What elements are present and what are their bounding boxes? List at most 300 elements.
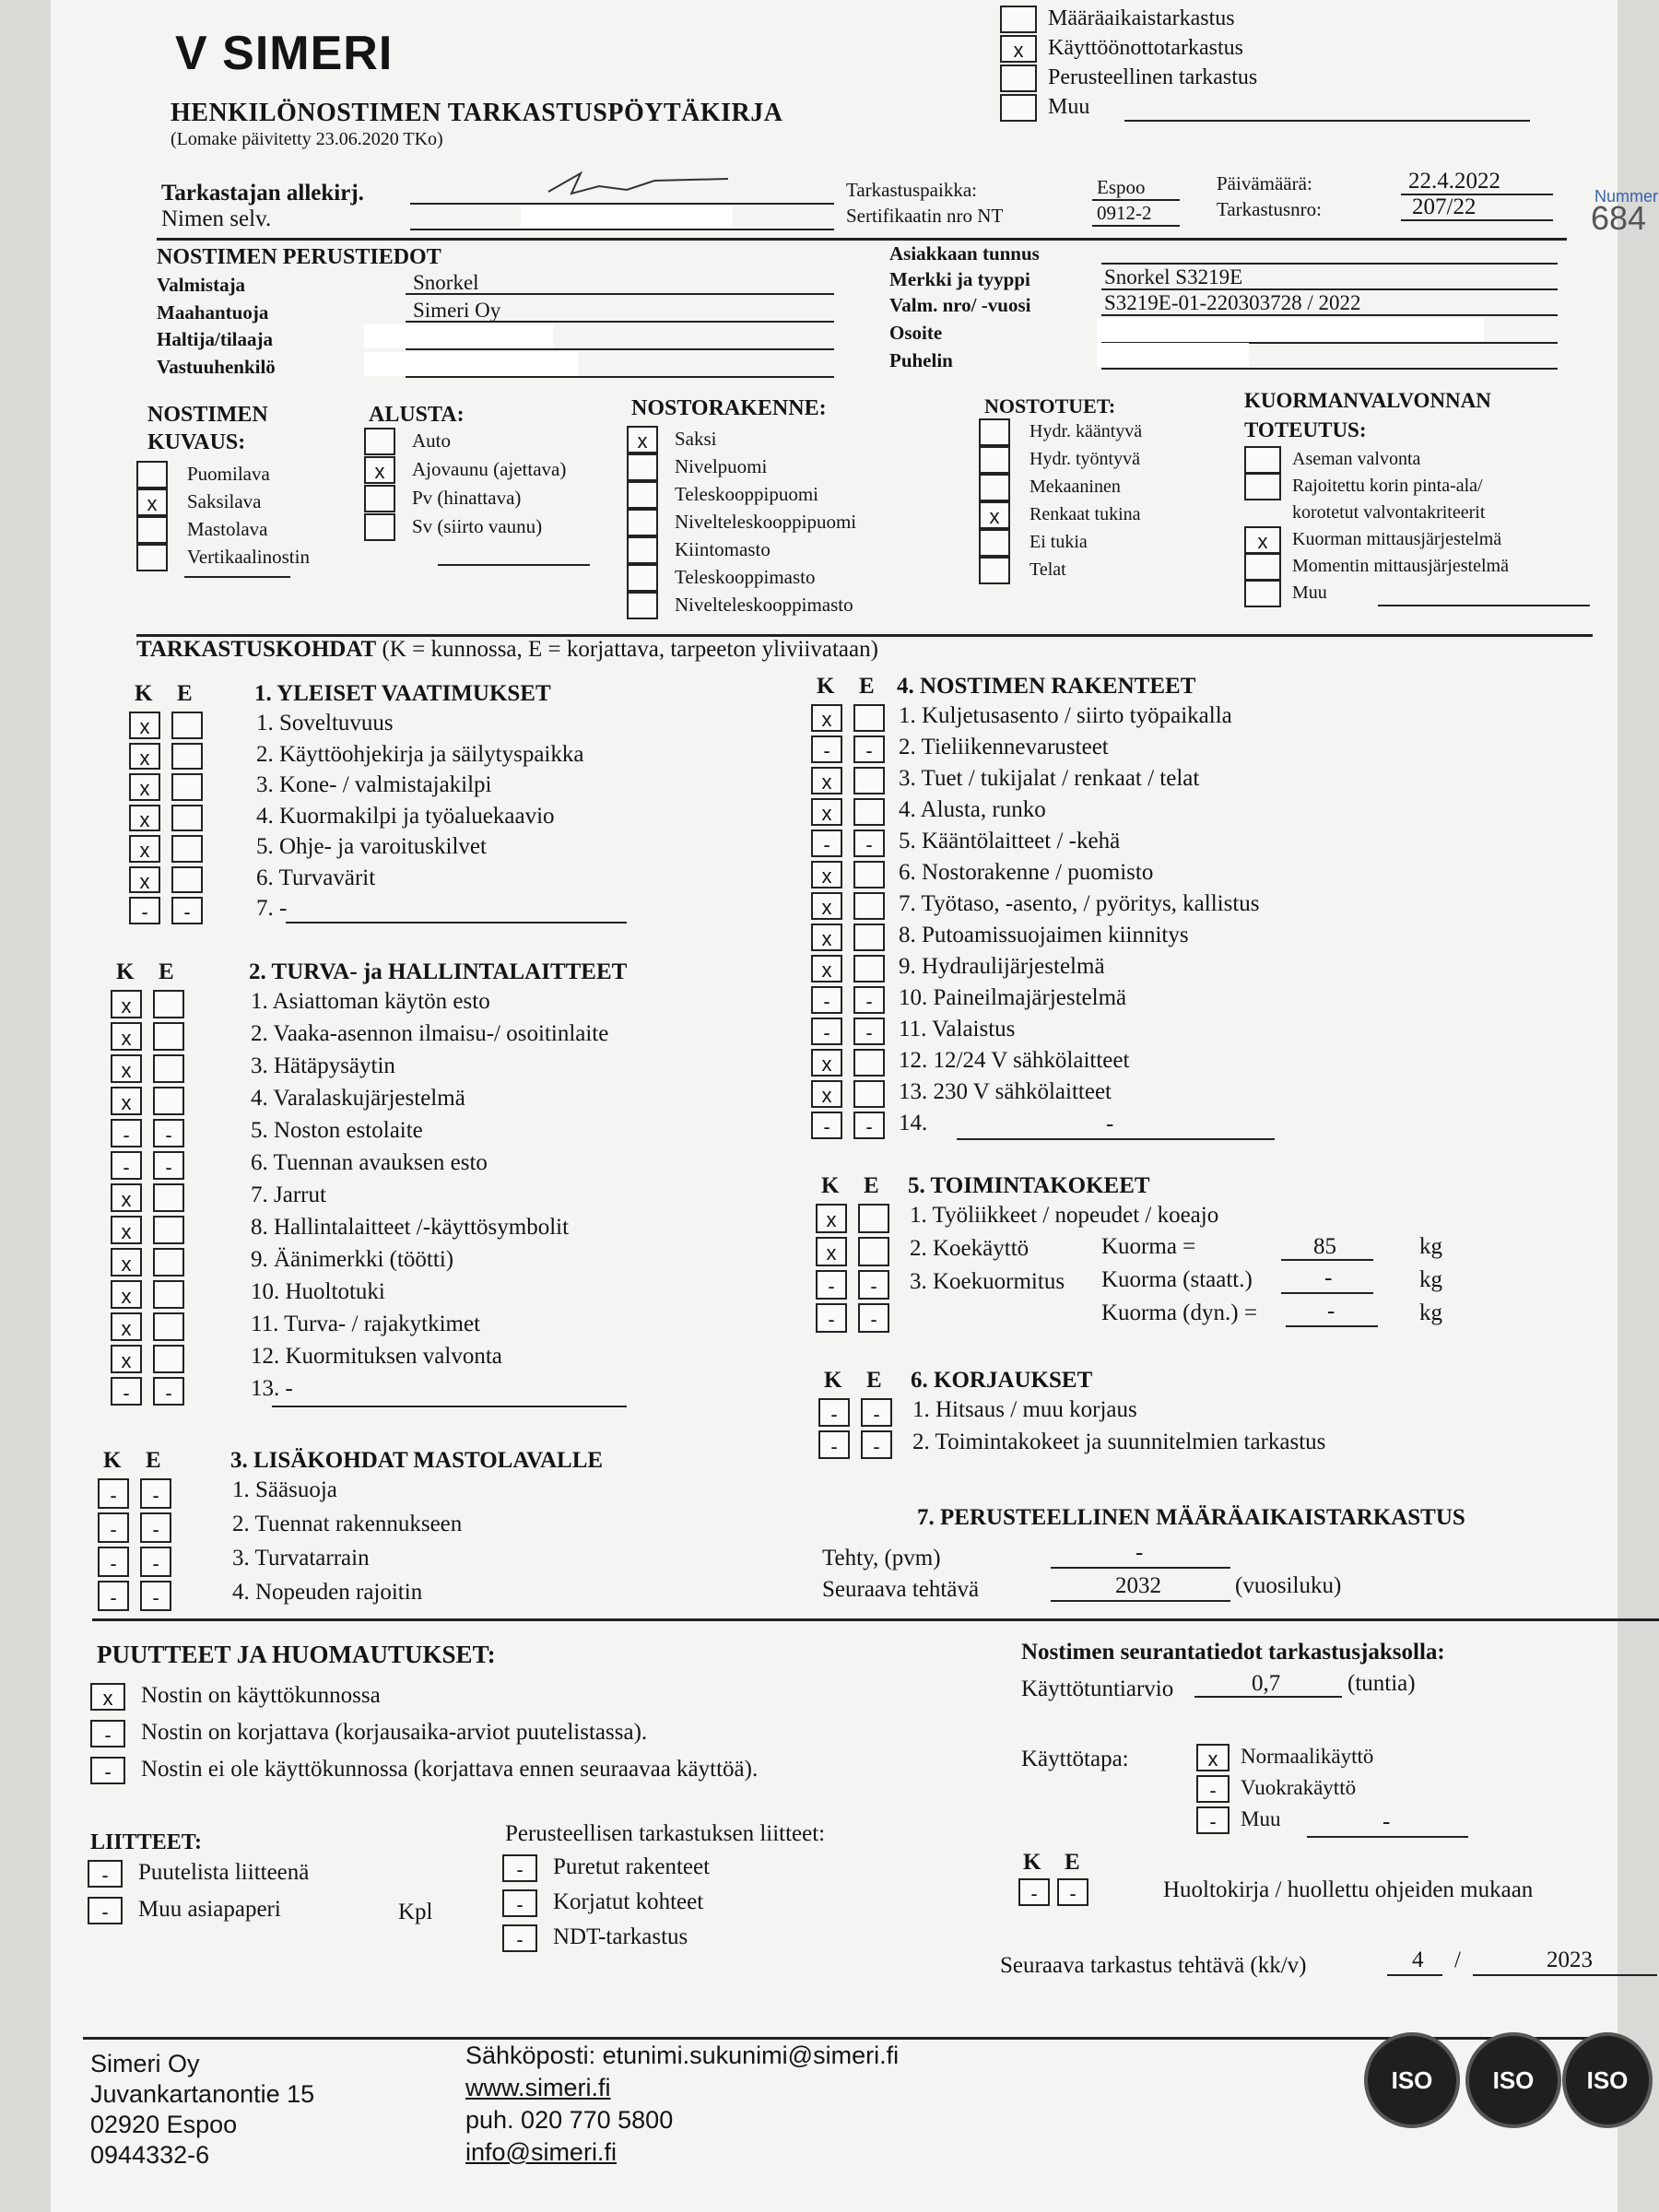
sec4-item14-value: - (1106, 1112, 1114, 1136)
sec2-k-checkbox[interactable]: - (111, 1151, 142, 1180)
structure-list-label: Saksi (675, 428, 717, 450)
responsible-line (406, 376, 834, 378)
sec4-item-label: 4. Alusta, runko (899, 797, 1046, 822)
sec2-item-label: 6. Tuennan avauksen esto (251, 1150, 488, 1175)
customer-label: Asiakkaan tunnus (889, 242, 1040, 265)
sec5-k-checkbox[interactable]: - (816, 1303, 847, 1333)
sec6-e-checkbox[interactable]: - (861, 1430, 892, 1459)
service-k-head: K (1023, 1850, 1041, 1875)
sec2-item-label: 9. Äänimerkki (töötti) (251, 1247, 454, 1272)
structure-list-checkbox[interactable] (627, 481, 658, 509)
sec3-item-label: 2. Tuennat rakennukseen (232, 1512, 463, 1536)
sec4-k-checkbox[interactable]: x (811, 1049, 842, 1077)
importer-value: Simeri Oy (413, 299, 501, 322)
attach-list-label: Muu asiapaperi (138, 1897, 281, 1922)
usage-list-checkbox[interactable]: x (1196, 1744, 1230, 1771)
sec4-item-label: 1. Kuljetusasento / siirto työpaikalla (899, 703, 1232, 728)
thorough-list-checkbox[interactable]: - (502, 1854, 537, 1882)
sec4-item-label: 5. Kääntölaitteet / -kehä (899, 829, 1121, 853)
desc-list-checkbox[interactable] (136, 544, 168, 571)
sec2-e-checkbox[interactable] (153, 1054, 184, 1083)
sec4-k-checkbox[interactable]: - (811, 986, 842, 1014)
structure-list-checkbox[interactable] (627, 564, 658, 592)
supports-list-label: Hydr. kääntyvä (1030, 421, 1143, 441)
sec1-k-checkbox[interactable]: x (129, 773, 160, 801)
supports-list-checkbox[interactable] (979, 474, 1010, 501)
sec2-item-label: 12. Kuormituksen valvonta (251, 1344, 502, 1369)
load-other-line (1378, 605, 1590, 606)
insp-types-checkbox[interactable] (1000, 94, 1037, 122)
desc-list-label: Mastolava (187, 518, 268, 540)
sec1-item-label: 5. Ohje- ja varoituskilvet (256, 834, 487, 859)
desc-list-checkbox[interactable] (136, 516, 168, 544)
supports-list-label: Renkaat tukina (1030, 504, 1141, 524)
dyn-label: Kuorma (dyn.) = (1101, 1300, 1257, 1325)
sec4-item-label: 6. Nostorakenne / puomisto (899, 860, 1154, 885)
form-title: HENKILÖNOSTIMEN TARKASTUSPÖYTÄKIRJA (171, 99, 783, 127)
sec5-item-label: 1. Työliikkeet / nopeudet / koeajo (910, 1203, 1219, 1228)
sec2-k-checkbox[interactable]: - (111, 1377, 142, 1406)
sec4-k-checkbox[interactable]: x (811, 767, 842, 794)
static-unit: kg (1419, 1267, 1442, 1292)
sec4-e-checkbox[interactable] (853, 924, 885, 951)
sec2-k-checkbox[interactable]: x (111, 1280, 142, 1309)
remarks-list-label: Nostin on käyttökunnossa (141, 1683, 381, 1708)
sec4-k-checkbox[interactable]: x (811, 924, 842, 951)
redacted-phone (1097, 343, 1249, 367)
chassis-extra-line (438, 564, 590, 566)
sec6-title: 6. KORJAUKSET (911, 1368, 1093, 1393)
structure-list-label: Teleskooppipuomi (675, 483, 819, 505)
sec2-k-checkbox[interactable]: x (111, 1248, 142, 1277)
sec3-e-checkbox[interactable]: - (140, 1581, 171, 1611)
sec3-k-header: K (103, 1448, 122, 1473)
side-number-value: 684 (1591, 199, 1647, 237)
sec2-e-checkbox[interactable]: - (153, 1377, 184, 1406)
supports-list-checkbox[interactable] (979, 529, 1010, 557)
number-label: Tarkastusnro: (1217, 198, 1323, 220)
brand-value: Snorkel S3219E (1104, 265, 1243, 288)
attach-list-checkbox[interactable]: - (88, 1860, 123, 1888)
sec2-k-header: K (116, 959, 135, 984)
insp-types-checkbox[interactable] (1000, 6, 1037, 33)
insp-types-checkbox[interactable] (1000, 65, 1037, 92)
sec2-item-label: 2. Vaaka-asennon ilmaisu-/ osoitinlaite (251, 1021, 609, 1046)
sec6-e-header: E (866, 1368, 882, 1393)
other-inspection-line (1124, 120, 1530, 122)
sec5-e-checkbox[interactable] (858, 1237, 889, 1266)
sec2-item-label: 4. Varalaskujärjestelmä (251, 1086, 465, 1111)
sec4-k-checkbox[interactable]: - (811, 1112, 842, 1139)
load-list-checkbox[interactable] (1244, 553, 1281, 581)
signature-label: Tarkastajan allekirj. (161, 181, 364, 206)
sec2-k-checkbox[interactable]: x (111, 1312, 142, 1341)
sec3-k-checkbox[interactable]: - (98, 1581, 129, 1611)
sec2-k-checkbox[interactable]: x (111, 1022, 142, 1051)
structure-list-checkbox[interactable] (627, 509, 658, 536)
insp-types-label: Muu (1048, 95, 1090, 119)
sec2-e-checkbox[interactable] (153, 1087, 184, 1115)
sec4-k-checkbox[interactable]: - (811, 1018, 842, 1045)
number-line (1401, 219, 1553, 221)
phone-label: Puhelin (889, 349, 953, 371)
sec1-e-checkbox[interactable]: - (171, 897, 203, 924)
supports-heading: NOSTOTUET: (984, 394, 1116, 418)
sec3-e-checkbox[interactable]: - (140, 1512, 171, 1543)
sec4-item-label: 13. 230 V sähkölaitteet (899, 1079, 1112, 1104)
sec6-k-header: K (824, 1368, 842, 1393)
sec7-next-unit: (vuosiluku) (1235, 1573, 1342, 1598)
footer-street: Juvankartanontie 15 (90, 2080, 315, 2108)
redacted-responsible (364, 352, 578, 376)
sec1-k-checkbox[interactable]: x (129, 835, 160, 863)
remarks-list-checkbox[interactable]: - (90, 1720, 125, 1747)
load-monitoring-heading-2: TOTEUTUS: (1244, 418, 1367, 441)
number-value: 207/22 (1412, 194, 1477, 219)
attach-list-label: Puutelista liitteenä (138, 1860, 310, 1885)
structure-list-checkbox[interactable]: x (627, 426, 658, 453)
sec4-e-checkbox[interactable] (853, 892, 885, 920)
chassis-list-checkbox[interactable] (364, 485, 395, 512)
sec5-item-label: 2. Koekäyttö (910, 1236, 1030, 1261)
sec2-e-checkbox[interactable] (153, 1216, 184, 1244)
sec2-k-checkbox[interactable]: x (111, 1087, 142, 1115)
sec1-item-label: 7. - (256, 896, 288, 921)
load-list-checkbox[interactable] (1244, 580, 1281, 607)
structure-heading: NOSTORAKENNE: (631, 396, 827, 420)
footer-info-link[interactable]: info@simeri.fi (465, 2138, 617, 2166)
sec5-k-checkbox[interactable]: - (816, 1270, 847, 1300)
sec4-e-checkbox[interactable]: - (853, 830, 885, 857)
sec3-item-label: 1. Sääsuoja (232, 1477, 337, 1502)
supports-list-checkbox[interactable] (979, 557, 1010, 584)
sec3-title: 3. LISÄKOHDAT MASTOLAVALLE (230, 1448, 604, 1473)
date-value: 22.4.2022 (1408, 169, 1500, 194)
sec3-e-checkbox[interactable]: - (140, 1547, 171, 1577)
cert-line (1092, 225, 1180, 227)
chassis-list-label: Sv (siirto vaunu) (412, 515, 543, 537)
sec2-e-checkbox[interactable] (153, 1312, 184, 1341)
sec4-e-checkbox[interactable] (853, 1080, 885, 1108)
structure-list-checkbox[interactable] (627, 592, 658, 619)
usage-other-value: - (1382, 1809, 1391, 1834)
sec2-e-checkbox[interactable]: - (153, 1151, 184, 1180)
sec6-k-checkbox[interactable]: - (818, 1398, 850, 1427)
usage-list-label: Vuokrakäyttö (1241, 1776, 1357, 1799)
sec5-title: 5. TOIMINTAKOKEET (908, 1173, 1150, 1198)
usage-label: Käyttötapa: (1021, 1747, 1129, 1771)
sec2-k-checkbox[interactable]: x (111, 1183, 142, 1212)
sec1-e-checkbox[interactable] (171, 805, 203, 832)
sec4-e-checkbox[interactable] (853, 704, 885, 732)
thorough-attachments-heading: Perusteellisen tarkastuksen liitteet: (505, 1821, 826, 1846)
sec1-item-label: 4. Kuormakilpi ja työaluekaavio (256, 803, 555, 829)
sec1-k-checkbox[interactable]: x (129, 866, 160, 894)
redacted-name (521, 205, 733, 229)
next-month-line (1387, 1974, 1442, 1976)
sec4-k-checkbox[interactable]: - (811, 830, 842, 857)
sec4-k-checkbox[interactable]: x (811, 861, 842, 888)
kpl-label: Kpl (398, 1900, 433, 1924)
static-value: - (1324, 1265, 1333, 1290)
maker-label: Valmistaja (157, 274, 246, 296)
remarks-list-label: Nostin on korjattava (korjausaika-arviot puutelistassa). (141, 1720, 648, 1745)
divider-top (157, 238, 1567, 241)
description-heading-2: KUVAUS: (147, 430, 246, 454)
sec4-item-label: 3. Tuet / tukijalat / renkaat / telat (899, 766, 1200, 791)
sec5-k-header: K (821, 1173, 840, 1198)
sec1-title: 1. YLEISET VAATIMUKSET (254, 681, 551, 706)
iso-badge-2: ISO (1465, 2032, 1561, 2128)
thorough-list-label: Korjatut kohteet (553, 1889, 704, 1914)
sec2-item-label: 13. - (251, 1376, 293, 1401)
sec3-k-checkbox[interactable]: - (98, 1512, 129, 1543)
sec4-k-checkbox[interactable]: x (811, 892, 842, 920)
supports-list-label: Hydr. työntyvä (1030, 449, 1140, 469)
sec4-e-checkbox[interactable]: - (853, 735, 885, 763)
basic-info-heading: NOSTIMEN PERUSTIEDOT (157, 245, 441, 269)
sec4-item-label: 8. Putoamissuojaimen kiinnitys (899, 923, 1189, 947)
sec4-k-checkbox[interactable]: x (811, 955, 842, 982)
desc-list-checkbox[interactable] (136, 461, 168, 488)
desc-list-label: Saksilava (187, 490, 262, 512)
insp-types-checkbox[interactable]: x (1000, 35, 1037, 63)
remarks-heading: PUUTTEET JA HUOMAUTUKSET: (97, 1641, 496, 1668)
sec4-item-label: 14. (899, 1111, 928, 1135)
next-inspection-sep: / (1454, 1947, 1461, 1972)
sec7-done-line (1051, 1567, 1230, 1569)
sec2-title: 2. TURVA- ja HALLINTALAITTEET (249, 959, 628, 984)
structure-list-label: Teleskooppimasto (675, 566, 816, 588)
checklist-heading: TARKASTUSKOHDAT (136, 637, 377, 662)
sec3-item-label: 4. Nopeuden rajoitin (232, 1580, 423, 1605)
sec4-e-checkbox[interactable]: - (853, 1112, 885, 1139)
name-label: Nimen selv. (161, 206, 272, 231)
sec4-k-checkbox[interactable]: x (811, 798, 842, 826)
sec2-item-label: 5. Noston estolaite (251, 1118, 423, 1143)
chassis-list-checkbox[interactable] (364, 513, 395, 541)
sec4-k-checkbox[interactable]: x (811, 704, 842, 732)
insp-types-label: Perusteellinen tarkastus (1048, 65, 1258, 89)
checklist-title (136, 636, 878, 664)
structure-list-label: Kiintomasto (675, 538, 771, 560)
sec4-e-checkbox[interactable] (853, 861, 885, 888)
dyn-line (1286, 1325, 1378, 1327)
service-k-box[interactable]: - (1018, 1878, 1050, 1906)
sec1-e-checkbox[interactable] (171, 835, 203, 863)
load-list-checkbox[interactable] (1244, 473, 1281, 500)
sec4-e-checkbox[interactable] (853, 798, 885, 826)
redacted-owner (364, 324, 553, 348)
load-monitoring-heading: KUORMANVALVONNAN (1244, 389, 1491, 412)
sec7-next-line (1051, 1600, 1230, 1602)
sec4-e-checkbox[interactable] (853, 955, 885, 982)
attach-list-checkbox[interactable]: - (88, 1897, 123, 1924)
sec2-item-label: 10. Huoltotuki (251, 1279, 385, 1304)
sec4-item-label: 12. 12/24 V sähkölaitteet (899, 1048, 1130, 1073)
sec2-item-label: 11. Turva- / rajakytkimet (251, 1312, 481, 1336)
load-list-checkbox[interactable]: x (1244, 526, 1281, 554)
sec1-item-label: 2. Käyttöohjekirja ja säilytyspaikka (256, 741, 584, 767)
sec4-k-checkbox[interactable]: - (811, 735, 842, 763)
sec5-item-label: 3. Koekuormitus (910, 1269, 1065, 1294)
service-e-head: E (1065, 1850, 1080, 1875)
sec6-item-label: 1. Hitsaus / muu korjaus (912, 1397, 1137, 1422)
structure-list-checkbox[interactable] (627, 453, 658, 481)
hours-value: 0,7 (1252, 1671, 1281, 1696)
sec3-k-checkbox[interactable]: - (98, 1478, 129, 1509)
sec2-item-label: 8. Hallintalaitteet /-käyttösymbolit (251, 1215, 570, 1240)
sec4-e-checkbox[interactable] (853, 1049, 885, 1077)
checklist-legend: (K = kunnossa, E = korjattava, tarpeeton yliviivataan) (382, 637, 878, 662)
sec1-k-checkbox[interactable]: x (129, 743, 160, 771)
footer-city: 02920 Espoo (90, 2111, 238, 2138)
sec3-k-checkbox[interactable]: - (98, 1547, 129, 1577)
iso-badge-3: ISO (1562, 2032, 1653, 2128)
sec6-item-label: 2. Toimintakokeet ja suunnitelmien tarkastus (912, 1430, 1326, 1454)
sec1-item-label: 6. Turvavärit (256, 865, 376, 890)
chassis-list-label: Auto (412, 429, 451, 452)
hours-line (1194, 1696, 1342, 1698)
sec1-k-header: K (135, 681, 153, 706)
side-number-label: Nummer (1594, 187, 1659, 206)
static-line (1281, 1292, 1373, 1294)
maker-value: Snorkel (413, 271, 479, 294)
remarks-list-checkbox[interactable]: x (90, 1683, 125, 1711)
usage-other-line (1307, 1836, 1468, 1838)
sec3-e-checkbox[interactable]: - (140, 1478, 171, 1509)
description-extra-line (184, 576, 290, 578)
sec4-item-label: 2. Tieliikennevarusteet (899, 735, 1109, 759)
sec6-k-checkbox[interactable]: - (818, 1430, 850, 1459)
description-heading: NOSTIMEN (147, 403, 268, 427)
dyn-unit: kg (1419, 1300, 1442, 1325)
sec4-item-label: 11. Valaistus (899, 1017, 1016, 1041)
service-e-box[interactable]: - (1057, 1878, 1088, 1906)
sec1-e-header: E (177, 681, 193, 706)
structure-list-checkbox[interactable] (627, 536, 658, 564)
next-inspection-year: 2023 (1547, 1947, 1593, 1972)
load-list-label: Momentin mittausjärjestelmä (1292, 556, 1509, 576)
iso-badge-1: ISO (1364, 2032, 1460, 2128)
chassis-heading: ALUSTA: (369, 403, 465, 427)
brand-label: Merkki ja tyyppi (889, 268, 1030, 290)
sec2-e-checkbox[interactable] (153, 1345, 184, 1373)
sec2-item13-line (272, 1406, 627, 1407)
sec4-e-checkbox[interactable] (853, 767, 885, 794)
sec7-title: 7. PERUSTEELLINEN MÄÄRÄAIKAISTARKASTUS (917, 1505, 1465, 1530)
sec6-e-checkbox[interactable]: - (861, 1398, 892, 1427)
footer-email: Sähköposti: etunimi.sukunimi@simeri.fi (465, 2041, 900, 2069)
sec1-k-checkbox[interactable]: x (129, 805, 160, 832)
chassis-list-label: Ajovaunu (ajettava) (412, 458, 567, 480)
sec5-e-checkbox[interactable] (858, 1204, 889, 1233)
usage-list-checkbox[interactable]: - (1196, 1806, 1230, 1834)
name-line[interactable] (410, 229, 834, 230)
sec5-k-checkbox[interactable]: x (816, 1204, 847, 1233)
form-updated: (Lomake päivitetty 23.06.2020 TKo) (171, 129, 443, 149)
owner-line (406, 348, 834, 350)
sec2-k-checkbox[interactable]: x (111, 1216, 142, 1244)
hours-unit: (tuntia) (1347, 1671, 1416, 1696)
sec5-e-checkbox[interactable]: - (858, 1303, 889, 1333)
serial-line (1101, 314, 1558, 316)
sec2-e-checkbox[interactable] (153, 1022, 184, 1051)
sec2-e-checkbox[interactable]: - (153, 1119, 184, 1147)
sec1-item7-line (286, 922, 627, 924)
sec1-e-checkbox[interactable] (171, 866, 203, 894)
supports-list-label: Telat (1030, 559, 1066, 580)
static-label: Kuorma (staatt.) (1101, 1267, 1253, 1292)
sec2-e-checkbox[interactable] (153, 1248, 184, 1277)
load-list-label: korotetut valvontakriteerit (1292, 502, 1486, 523)
next-inspection-month: 4 (1412, 1947, 1424, 1972)
sec2-k-checkbox[interactable]: x (111, 990, 142, 1018)
sec4-k-header: K (817, 674, 835, 699)
sec2-e-checkbox[interactable] (153, 1280, 184, 1309)
sec1-k-checkbox[interactable]: x (129, 712, 160, 739)
insp-types-label: Määräaikaistarkastus (1048, 6, 1235, 30)
place-value: Espoo (1097, 176, 1146, 198)
sec4-e-checkbox[interactable]: - (853, 986, 885, 1014)
sec5-k-checkbox[interactable]: x (816, 1237, 847, 1266)
supports-list-checkbox[interactable] (979, 418, 1010, 446)
sec1-e-checkbox[interactable] (171, 773, 203, 801)
sec4-e-header: E (859, 674, 875, 699)
sec2-e-checkbox[interactable] (153, 990, 184, 1018)
sec2-k-checkbox[interactable]: - (111, 1119, 142, 1147)
supports-list-label: Ei tukia (1030, 532, 1088, 552)
sec7-done-label: Tehty, (pvm) (822, 1546, 941, 1571)
sec2-k-checkbox[interactable]: x (111, 1345, 142, 1373)
simeri-logo: V SIMERI (175, 27, 394, 80)
importer-label: Maahantuoja (157, 301, 269, 324)
sec2-k-checkbox[interactable]: x (111, 1054, 142, 1083)
usage-list-checkbox[interactable]: - (1196, 1775, 1230, 1803)
structure-list-label: Nivelteleskooppipuomi (675, 511, 857, 533)
thorough-list-checkbox[interactable]: - (502, 1889, 537, 1917)
sec2-e-checkbox[interactable] (153, 1183, 184, 1212)
load-list-label: Muu (1292, 582, 1327, 603)
sec4-e-checkbox[interactable]: - (853, 1018, 885, 1045)
sec1-e-checkbox[interactable] (171, 743, 203, 771)
footer-web-link[interactable]: www.simeri.fi (465, 2074, 611, 2101)
supports-list-checkbox[interactable]: x (979, 501, 1010, 529)
sec1-k-checkbox[interactable]: - (129, 897, 160, 924)
supports-list-checkbox[interactable] (979, 446, 1010, 474)
sec4-k-checkbox[interactable]: x (811, 1080, 842, 1108)
remarks-list-label: Nostin ei ole käyttökunnossa (korjattava ennen seuraavaa käyttöä). (141, 1757, 759, 1782)
load-list-checkbox[interactable] (1244, 446, 1281, 474)
chassis-list-checkbox[interactable] (364, 428, 395, 455)
sec7-next-label: Seuraava tehtävä (822, 1577, 980, 1602)
chassis-list-label: Pv (hinattava) (412, 487, 522, 509)
thorough-list-checkbox[interactable]: - (502, 1924, 537, 1952)
sec1-e-checkbox[interactable] (171, 712, 203, 739)
tracking-heading: Nostimen seurantatiedot tarkastusjaksolla: (1021, 1640, 1445, 1665)
redacted-address (1097, 318, 1484, 342)
remarks-list-checkbox[interactable]: - (90, 1757, 125, 1784)
importer-line (406, 321, 834, 323)
dyn-value: - (1327, 1299, 1335, 1324)
next-year-line (1473, 1974, 1657, 1976)
desc-list-checkbox[interactable]: x (136, 488, 168, 516)
sec5-e-checkbox[interactable]: - (858, 1270, 889, 1300)
cert-label: Sertifikaatin nro NT (846, 205, 1004, 227)
structure-list-label: Nivelteleskooppimasto (675, 594, 853, 616)
sec3-e-header: E (146, 1448, 161, 1473)
chassis-list-checkbox[interactable]: x (364, 456, 395, 484)
